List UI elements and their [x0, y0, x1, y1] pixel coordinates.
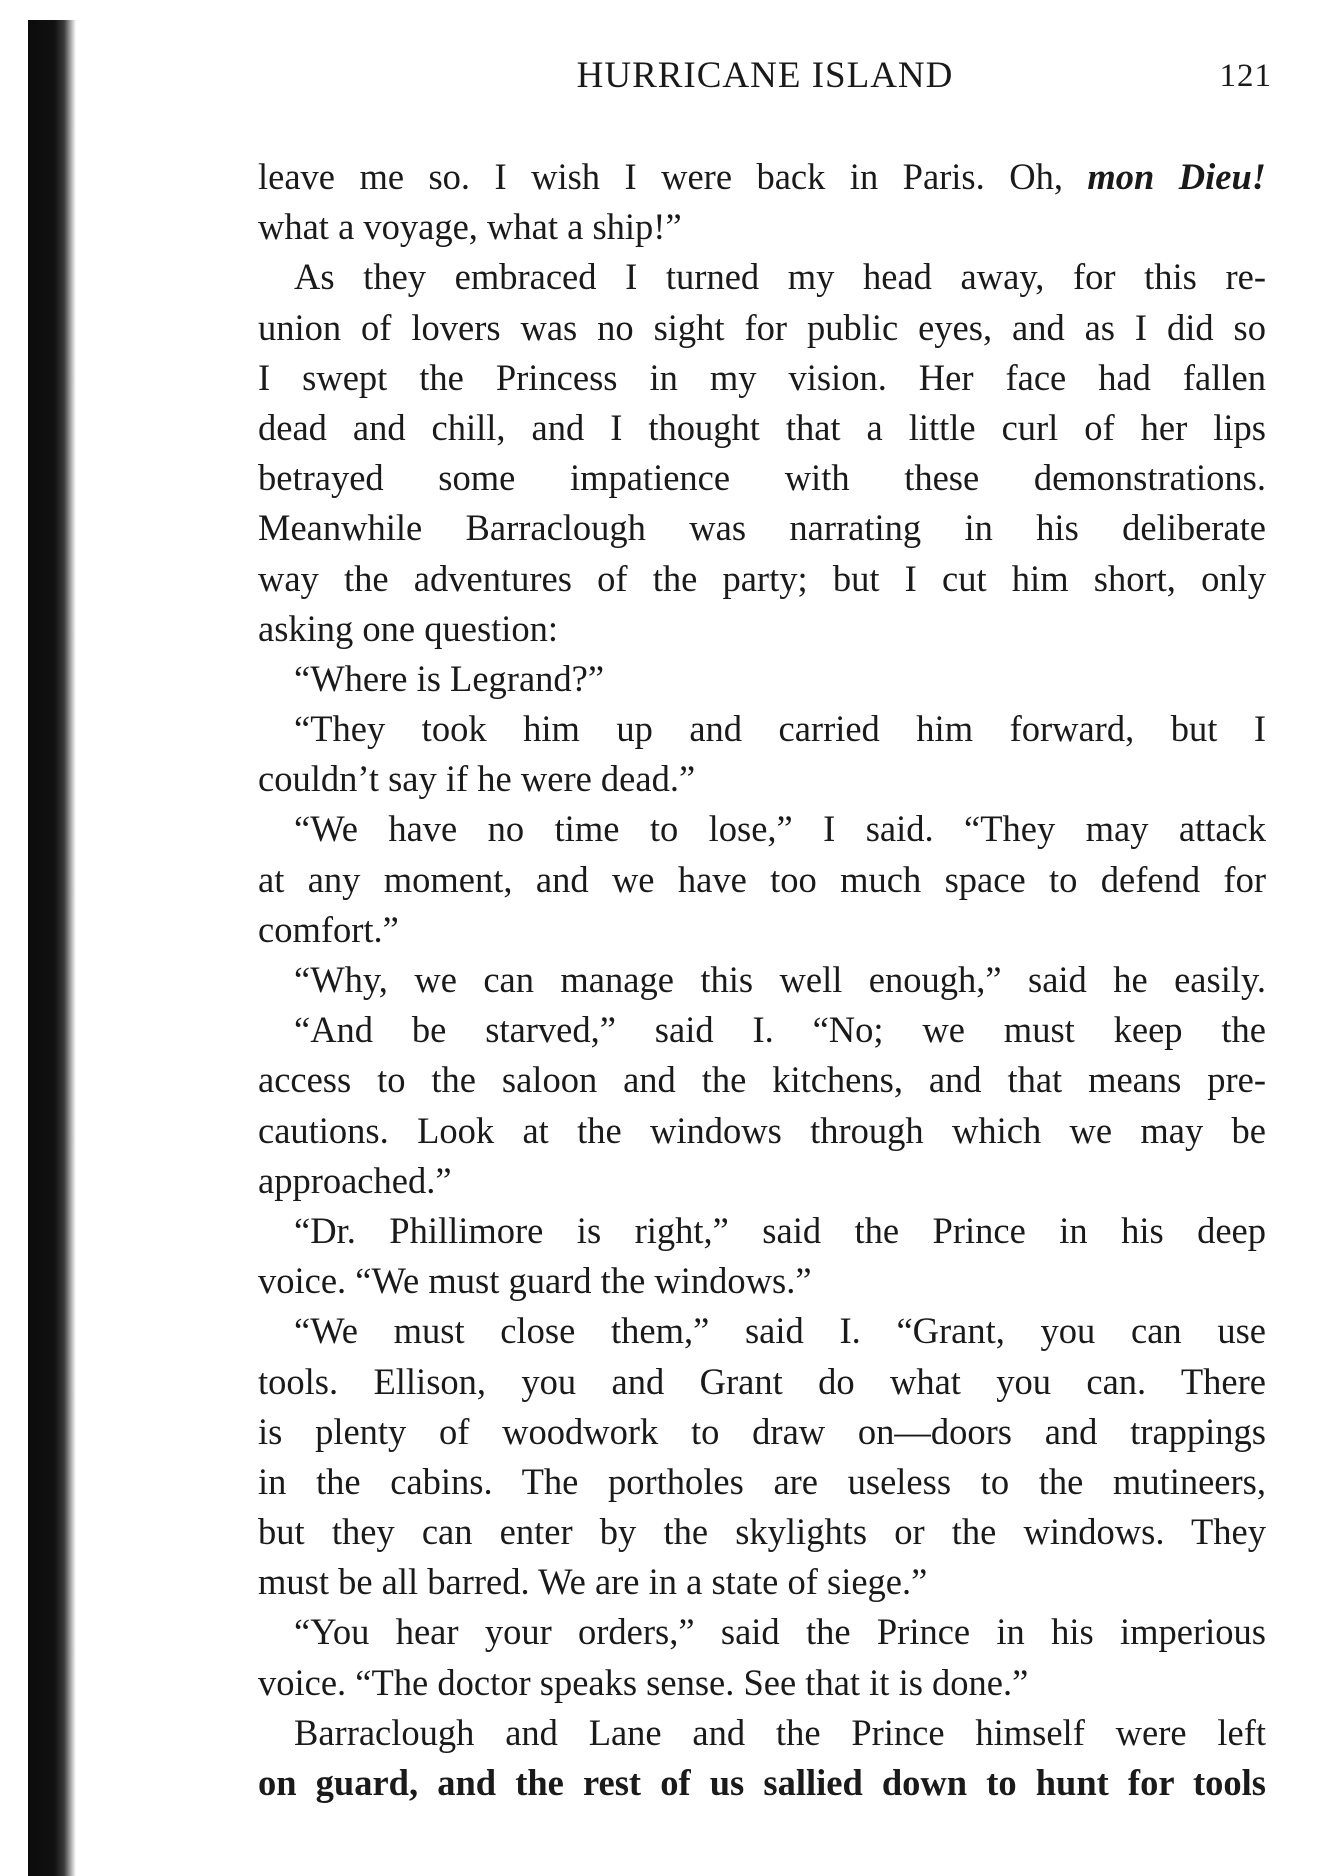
- text-line: “They took him up and carried him forward, but I: [294, 708, 1266, 750]
- italic-phrase: mon Dieu!: [1087, 156, 1266, 197]
- text-line: on guard, and the rest of us sallied down to hunt for tools: [258, 1762, 1266, 1803]
- text-line: “Why, we can manage this well enough,” said he easily.: [294, 959, 1266, 1000]
- text-line: tools. Ellison, you and Grant do what you can. There: [258, 1360, 1266, 1402]
- text-line: I swept the Princess in my vision. Her face had fallen: [258, 356, 1266, 398]
- text-line: but they can enter by the skylights or the windows. They: [258, 1511, 1266, 1553]
- text-line: “We have no time to lose,” I said. “They may attack: [294, 808, 1266, 850]
- text-line: way the adventures of the party; but I cut him short, only: [258, 557, 1266, 599]
- page-header: [258, 52, 1272, 100]
- text-line: in the cabins. The portholes are useless to the mutineers,: [258, 1460, 1266, 1502]
- text-line: betrayed some impatience with these demonstrations.: [258, 457, 1266, 499]
- text-line: “We must close them,” said I. “Grant, you can use: [294, 1310, 1266, 1352]
- text-line: cautions. Look at the windows through which we may be: [258, 1109, 1266, 1151]
- book-binding-shadow: [28, 20, 76, 1876]
- text-line: dead and chill, and I thought that a little curl of her lips: [258, 406, 1266, 448]
- page-number: 121: [1219, 58, 1272, 94]
- text-line: access to the saloon and the kitchens, and that means pre-: [258, 1059, 1266, 1101]
- body-text: [258, 152, 1266, 1808]
- text-line: couldn’t say if he were dead.”: [258, 758, 696, 800]
- text-line: Barraclough and Lane and the Prince himself were left: [294, 1711, 1266, 1753]
- text-line: union of lovers was no sight for public eyes, and as I did so: [258, 306, 1266, 348]
- text-line: asking one question:: [258, 607, 559, 649]
- text-segment: leave me so. I wish I were back in Paris. Oh,: [258, 156, 1088, 197]
- text-line: must be all barred. We are in a state of siege.”: [258, 1561, 928, 1603]
- text-line: is plenty of woodwork to draw on—doors and trappings: [258, 1410, 1266, 1452]
- text-line: at any moment, and we have too much space to defend for: [258, 858, 1266, 900]
- text-line: “Dr. Phillimore is right,” said the Prince in his deep: [294, 1209, 1266, 1251]
- text-line: “Where is Legrand?”: [294, 657, 605, 699]
- text-line: [258, 152, 1266, 202]
- running-title: HURRICANE ISLAND: [576, 55, 954, 96]
- text-line: “You hear your orders,” said the Prince in his imperious: [294, 1611, 1266, 1653]
- text-line: Meanwhile Barraclough was narrating in his deliberate: [258, 507, 1266, 549]
- text-line: “And be starved,” said I. “No; we must keep the: [294, 1009, 1266, 1051]
- text-line: As they embraced I turned my head away, for this re-: [294, 256, 1266, 298]
- text-line: voice. “We must guard the windows.”: [258, 1260, 812, 1302]
- text-line: approached.”: [258, 1159, 452, 1201]
- text-line: comfort.”: [258, 908, 399, 950]
- text-line: what a voyage, what a ship!”: [258, 206, 682, 248]
- text-line: voice. “The doctor speaks sense. See that it is done.”: [258, 1661, 1029, 1703]
